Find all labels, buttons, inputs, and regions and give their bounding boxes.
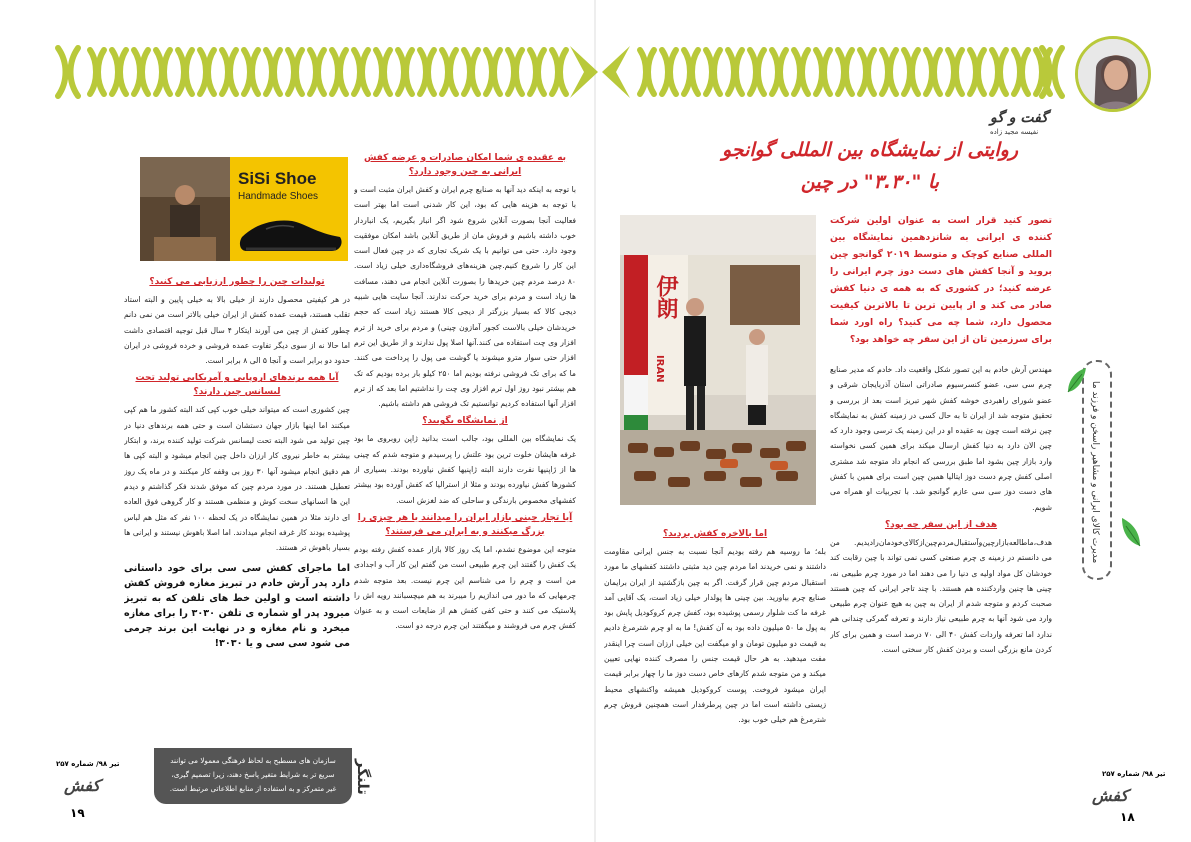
chain-link-icon [244, 50, 258, 94]
column-left-exhibit: یک نمایشگاه بین المللی بود، جالب است بدانید ژاپن روبروی ما بود غرفه هایشان خلوت ترین بود علتش را پرسیدم و متوجه شدم که چینی ها از ژاپنیها نفرت دارند البته ژاپنیها کفش نیاورده بودند. بسیاری از کشورها کفش نیاورده بودند و مثلا از استرالیا که کفش آورده بود بیشتر کفشهای مخصوص بارندگی و ساحلی که ضد لغزش است. [354, 434, 576, 505]
author-avatar [1075, 36, 1151, 112]
shoe-icon [236, 207, 346, 259]
exhibition-booth-icon [620, 215, 816, 505]
chain-link-icon [838, 50, 852, 94]
magazine-logo-left: کفش [64, 776, 101, 795]
column-right-why: هدف،ماطالعه‌بازارچین‌وآستقبال‌مردم‌چین‌ازکالای‌خودمان‌را‌دیدیم. من می دانستم در زمینه ی چرم صنعتی کسی نمی تواند با چین رقابت کند خودشان کل مواد اولیه ی دنیا را می دهند اما در مورد چرم طبیعی نه، چینی ها چنین واردکننده هم هستند. با چند تاجر ایرانی که چین هستند صحبت کردم و متوجه شدم از ایران به چین به هیچ عنوان چرم طبیعی وارد می شود آنها به چرم طبیعی نیاز دارند و تعرفه گمرکی چندانی هم ندارد اما تعرفه واردات کفش ۴۰ الی ۷۰ درصد است و همین برای کار کردن مانع بزرگی است و بردن کفش کار سختی است. [830, 537, 1052, 655]
chain-link-icon [706, 50, 720, 94]
article-lead: تصور کنید قرار است به عنوان اولین شرکت کننده ی ایرانی به شانزدهمین نمایشگاه بین المللی صنایع کوچک و متوسط ۲۰۱۹ گوانجو چین بروید و آنجا کفش های دست دوز چرم ایرانی را عرضه کنید؛ در کشوری که به همه ی دنیا کفش صادر می کند و از پایین ترین تا بالاترین کیفیت محصول دارد، شما چه می کنید؟ راه اورد شما برای سرزمین تان از این سفر چه خواهد بود؟ [830, 215, 1053, 345]
question-merchants: آیا تجار چینی بازار ایران را میدانند یا هر چیزی را بزرگ میکنند و به ایران می فرستند؟ [357, 512, 573, 537]
chain-link-icon [200, 50, 214, 94]
magazine-logo-right: کفش [1092, 786, 1129, 805]
section-label: گفت و گو [990, 110, 1048, 126]
article-title-line1: روایتی از نمایشگاه بین المللی گوانجو [721, 139, 1018, 161]
chain-link-icon [222, 50, 236, 94]
question-exhibit: از نمایشگاه بگویید؟ [422, 416, 508, 427]
chain-link-icon [530, 50, 544, 94]
chain-link-icon [376, 50, 390, 94]
booth-photo [620, 215, 816, 505]
sidebar-vertical-text: مدیرت کالای ایرانی و مشاهیر راسخن و فرزند ما [1090, 380, 1100, 564]
chain-link-icon [640, 50, 654, 94]
chain-link-icon [552, 50, 566, 94]
chain-link-icon [948, 50, 962, 94]
ad-tagline: Handmade Shoes [238, 191, 319, 202]
chain-link-icon [508, 50, 522, 94]
chain-link-icon [178, 50, 192, 94]
chain-link-icon [970, 50, 984, 94]
chain-link-icon [288, 50, 302, 94]
chain-link-icon [90, 50, 104, 94]
chain-link-icon [926, 50, 940, 94]
chain-link-icon [420, 50, 434, 94]
tip-note [154, 748, 352, 804]
page-number-left: ۱۹ [70, 806, 85, 820]
closing-paragraph: اما ماجرای کفش سی سی برای خود داستانی دارد پدر آرش خادم در تبریز مغازه فروش کفش داشته است و اولین خط های تلفن که به تبریز میرود پدر او شماره ی تلفن ۳۰۳۰ را برای مغازه میخرد و نام مغازه و در نهایت این برند چرمی می شود سی سی و یا ۳۰۳۰! [124, 563, 350, 650]
chain-link-icon [156, 50, 170, 94]
chain-link-icon [684, 50, 698, 94]
chain-link-icon [662, 50, 676, 94]
chain-link-icon [728, 50, 742, 94]
shoemaker-photo-icon [140, 157, 230, 261]
question-why: هدف از این سفر چه بود؟ [884, 519, 998, 530]
question-brands: آیا همه برندهای اروپایی و آمریکایی تولید تحت لیسانس چین دارند؟ [135, 373, 339, 398]
question-result: اما بالاخره کفش بردید؟ [662, 529, 768, 539]
chain-link-icon [464, 50, 478, 94]
chain-link-icon [134, 50, 148, 94]
chain-link-icon [398, 50, 412, 94]
chain-link-icon [816, 50, 830, 94]
chain-link-icon [794, 50, 808, 94]
chain-link-icon [992, 50, 1006, 94]
question-potential: به عقیده ی شما امکان صادرات و عرضه کفش ایرانی به چین وجود دارد؟ [363, 153, 567, 177]
chain-link-icon [266, 50, 280, 94]
column-right [830, 362, 1052, 742]
page-number-right: ۱۸ [1120, 810, 1135, 824]
column-far-brands: چین کشوری است که میتواند خیلی خوب کپی کند البته کشور ما هم کپی میکنند اما اینها بازار جهان دستشان است و حتی همه برندهای دنیا در چین تولید می شود البته تحت لیسانس شرکت تولید کننده برند، و ابتکار بیشتر به خاطر نیروی کار ارزان داخل چین انجام میشود و البته کپی ها هم دقیق انجام میشود آنها ۳۰ روز بی وقفه کار میکنند و در ماه یک روز تعطیل هستند. در مورد مردم چین که موفق شدند فکر گذاشتم و دیدم این ها انسانهای سخت کوش و منظمی هستند و کار گروهی فوق العاده ای دارند مثلا در همین نمایشگاه در یک لحظه ۱۰۰ نفر که مثل هم لباس پوشیده بودند کار غرفه انجام میدادند. اما اصلا باهوش نیستند و ایرانی ها بسیار باهوش تر هستند. [124, 405, 350, 553]
chain-link-icon [860, 50, 874, 94]
issue-info-right: تیر ۹۸/ شماره ۲۵۷ [1102, 770, 1166, 778]
chain-link-icon [772, 50, 786, 94]
leaf-icon [1064, 366, 1088, 396]
article-title-line2: با "۳.۳۰" در چین [800, 171, 940, 193]
chain-link-icon [442, 50, 456, 94]
booth-sign-iran: IRAN [654, 355, 665, 383]
page-spine [594, 0, 596, 842]
tip-note-tab: تلنگر [354, 759, 372, 795]
column-far-prices: در هر کیفیتی محصول دارند از خیلی بالا به خیلی پایین و البته استاد تقلب هستند، قیمت عمده کفش از ایران خیلی بالاتر است من نمی دانم چطور کفش از چین می آورند ایتکار ۴ سال قبل توجیه اقتصادی داشت اما حالا نه از سوی دیگر تفاوت عمده فروشی و خرده فروشی در ایران حدود دو برابر است و آنجا ۵ الی ۸ برابر است. [124, 295, 350, 366]
chain-link-icon [1014, 50, 1028, 94]
chain-link-icon [750, 50, 764, 94]
column-left-page-left [124, 272, 350, 742]
tip-note-text: سازمان های مسطبح به لحاظ فرهنگی معمولا می توانند سریع تر به شرایط متغیر پاسخ دهند، زیرا تصمیم گیری، غیر متمرکز و به استفاده از منابع اطلاعاتی مرتبط است. [169, 756, 337, 793]
decorative-chain-banner-icon [50, 42, 1070, 102]
chain-link-icon [112, 50, 126, 94]
chain-link-icon [332, 50, 346, 94]
column-left-page-right [354, 148, 576, 808]
column-middle [604, 524, 826, 804]
chain-link-icon [904, 50, 918, 94]
booth-sign-chinese: 伊朗 [653, 275, 678, 319]
author-name: نفیسه مجید زاده [990, 128, 1039, 136]
issue-info-left: تیر ۹۸/ شماره ۲۵۷ [56, 760, 120, 768]
ad-brand: SiSi Shoe [238, 169, 317, 188]
chain-link-icon [310, 50, 324, 94]
leaf-icon [1118, 516, 1144, 550]
chain-link-icon [354, 50, 368, 94]
sisi-shoe-ad [140, 157, 348, 261]
column-left-merchants: متوجه این موضوع نشدم، اما یک روز کالا بازار عمده کفش رفته بودم یک کفش را گفتند این چرم طبیعی است من گفتم این کار آب و اجدادی من است و چرم را می شناسم این چرم نیست. بعد متوجه شدم چرمهایی که ما دور می اندازیم را میبرند به هم میچسبانند رویه اش را پلاستیک می کنند و حتی کفی کفش هم از ضایعات است و به عنوان کفش چرم می فروشند و میگفتند این چرم درجه دو است. [354, 544, 576, 631]
column-middle-result: بله؛ ما روسیه هم رفته بودیم آنجا نسبت به جنس ایرانی مقاومت داشتند و نمی خریدند اما مردم چین دید مثبتی داشتند کفشهای ما مورد استقبال مردم چین قرار گرفت. اگر به چین بازگشتید از ایران برایمان صنایع چرم بیاورید. بین چینی ها پولدار خیلی زیاد است، یک آقایی آمد غرفه ما کت شلوار رسمی پوشیده بود، کفش چرم کروکودیل پایش بود به پول ما ۵۰ میلیون داده بود به آن کفش! ما به او چرم شترمرغ دادیم به قیمت دو میلیون تومان و او میگفت این خیلی ارزان است چرا اینقدر مفت میدهید. به هر حال قیمت جنس را مصرف کننده نهایی تعیین میکند و من متوجه شدم کارهای خاص دست دوز ما را چهار برابر قیمت ایران میشود فروخت. پوست کروکودیل همیشه واکنشهای محیط زیستی داشته است اما در چین پرطرفدار است همچنین فروش چرم شترمرغ هم خیلی خوب بود. [604, 547, 826, 725]
question-prices: تولیدات چین را چطور ارزیابی می کنید؟ [149, 277, 325, 287]
column-left-potential: با توجه به اینکه دید آنها به صنایع چرم ایران و کفش ایران مثبت است و با توجه به هزینه هایی که بود، این کار شدنی است اما بهتر است فعالیت آنجا بصورت آنلاین شروع شود اگر انبار بگیریم، یک انباردار خوب داشته باشیم و فروش مان از طریق آنلاین باشد امکان موفقیت وجود دارد. حتی می توانیم با یک شریک تجاری که در چین فعال است این کار را شروع کنیم.چین هزینه‌های فروشگاه‌داری خیلی زیاد است. ۸۰ درصد مردم چین خریدها را بصورت آنلاین انجام می دهند، مسافت ها زیاد است و مردم برای خرید حرکت ندارند. آنجا سایت هایی شبیه دیجی کالا که بسیار بزرگتر از دیجی کالا هستند زیاد است که حجم خریدشان خیلی بالاست کجور آمازون چینی) و مردم برای خرید از ترم افزار وی چت استفاده می کنند.آنها اصلا پول ندارند و از طریق این ترم افزار حتی سوار مترو میشوند یا گوشت می پول را پرداخت می کنند. ما که برای تک فروشی نرفته بودیم اما ۲۵۰ کیلو بار برده بودیم که تک هم بیشتر نبود روز اول ترم افزار وی چت را نداشتیم اما بعد که از ترم افزار آنها استفاده کردیم توانستیم تک فروشی هم داشته باشیم. [354, 185, 576, 409]
chain-link-icon [486, 50, 500, 94]
column-right-intro: مهندس آرش خادم به این تصور شکل واقعیت داد. خادم که مدیر صنایع چرم سی سی، عضو کنسرسیوم صادراتی استان آذربایجان شرقی و عضو شورای راهبردی خوشه کفش شهر تبریز است بعد از بررسی و تحقیق متوجه شد از ایران تا به حال کسی در زمینه کفش به نمایشگاه چین نرفته است چون به عقیده او در این زمینه یک ترسی وجود دارد که چین الان دارد به دنیا کفش ارسال میکند برای همین کسی نخواسته وارد بازار چین بشود اما طبق بررسی که انجام داد متوجه شد مشتری اصلی کفش چرم دست دوز ایتالیا همین چین است برای همین با کفش های دست دوز سی سی عازم گوانجو شد. با تجربیات او همراه می شویم. [830, 365, 1052, 512]
chain-link-icon [882, 50, 896, 94]
